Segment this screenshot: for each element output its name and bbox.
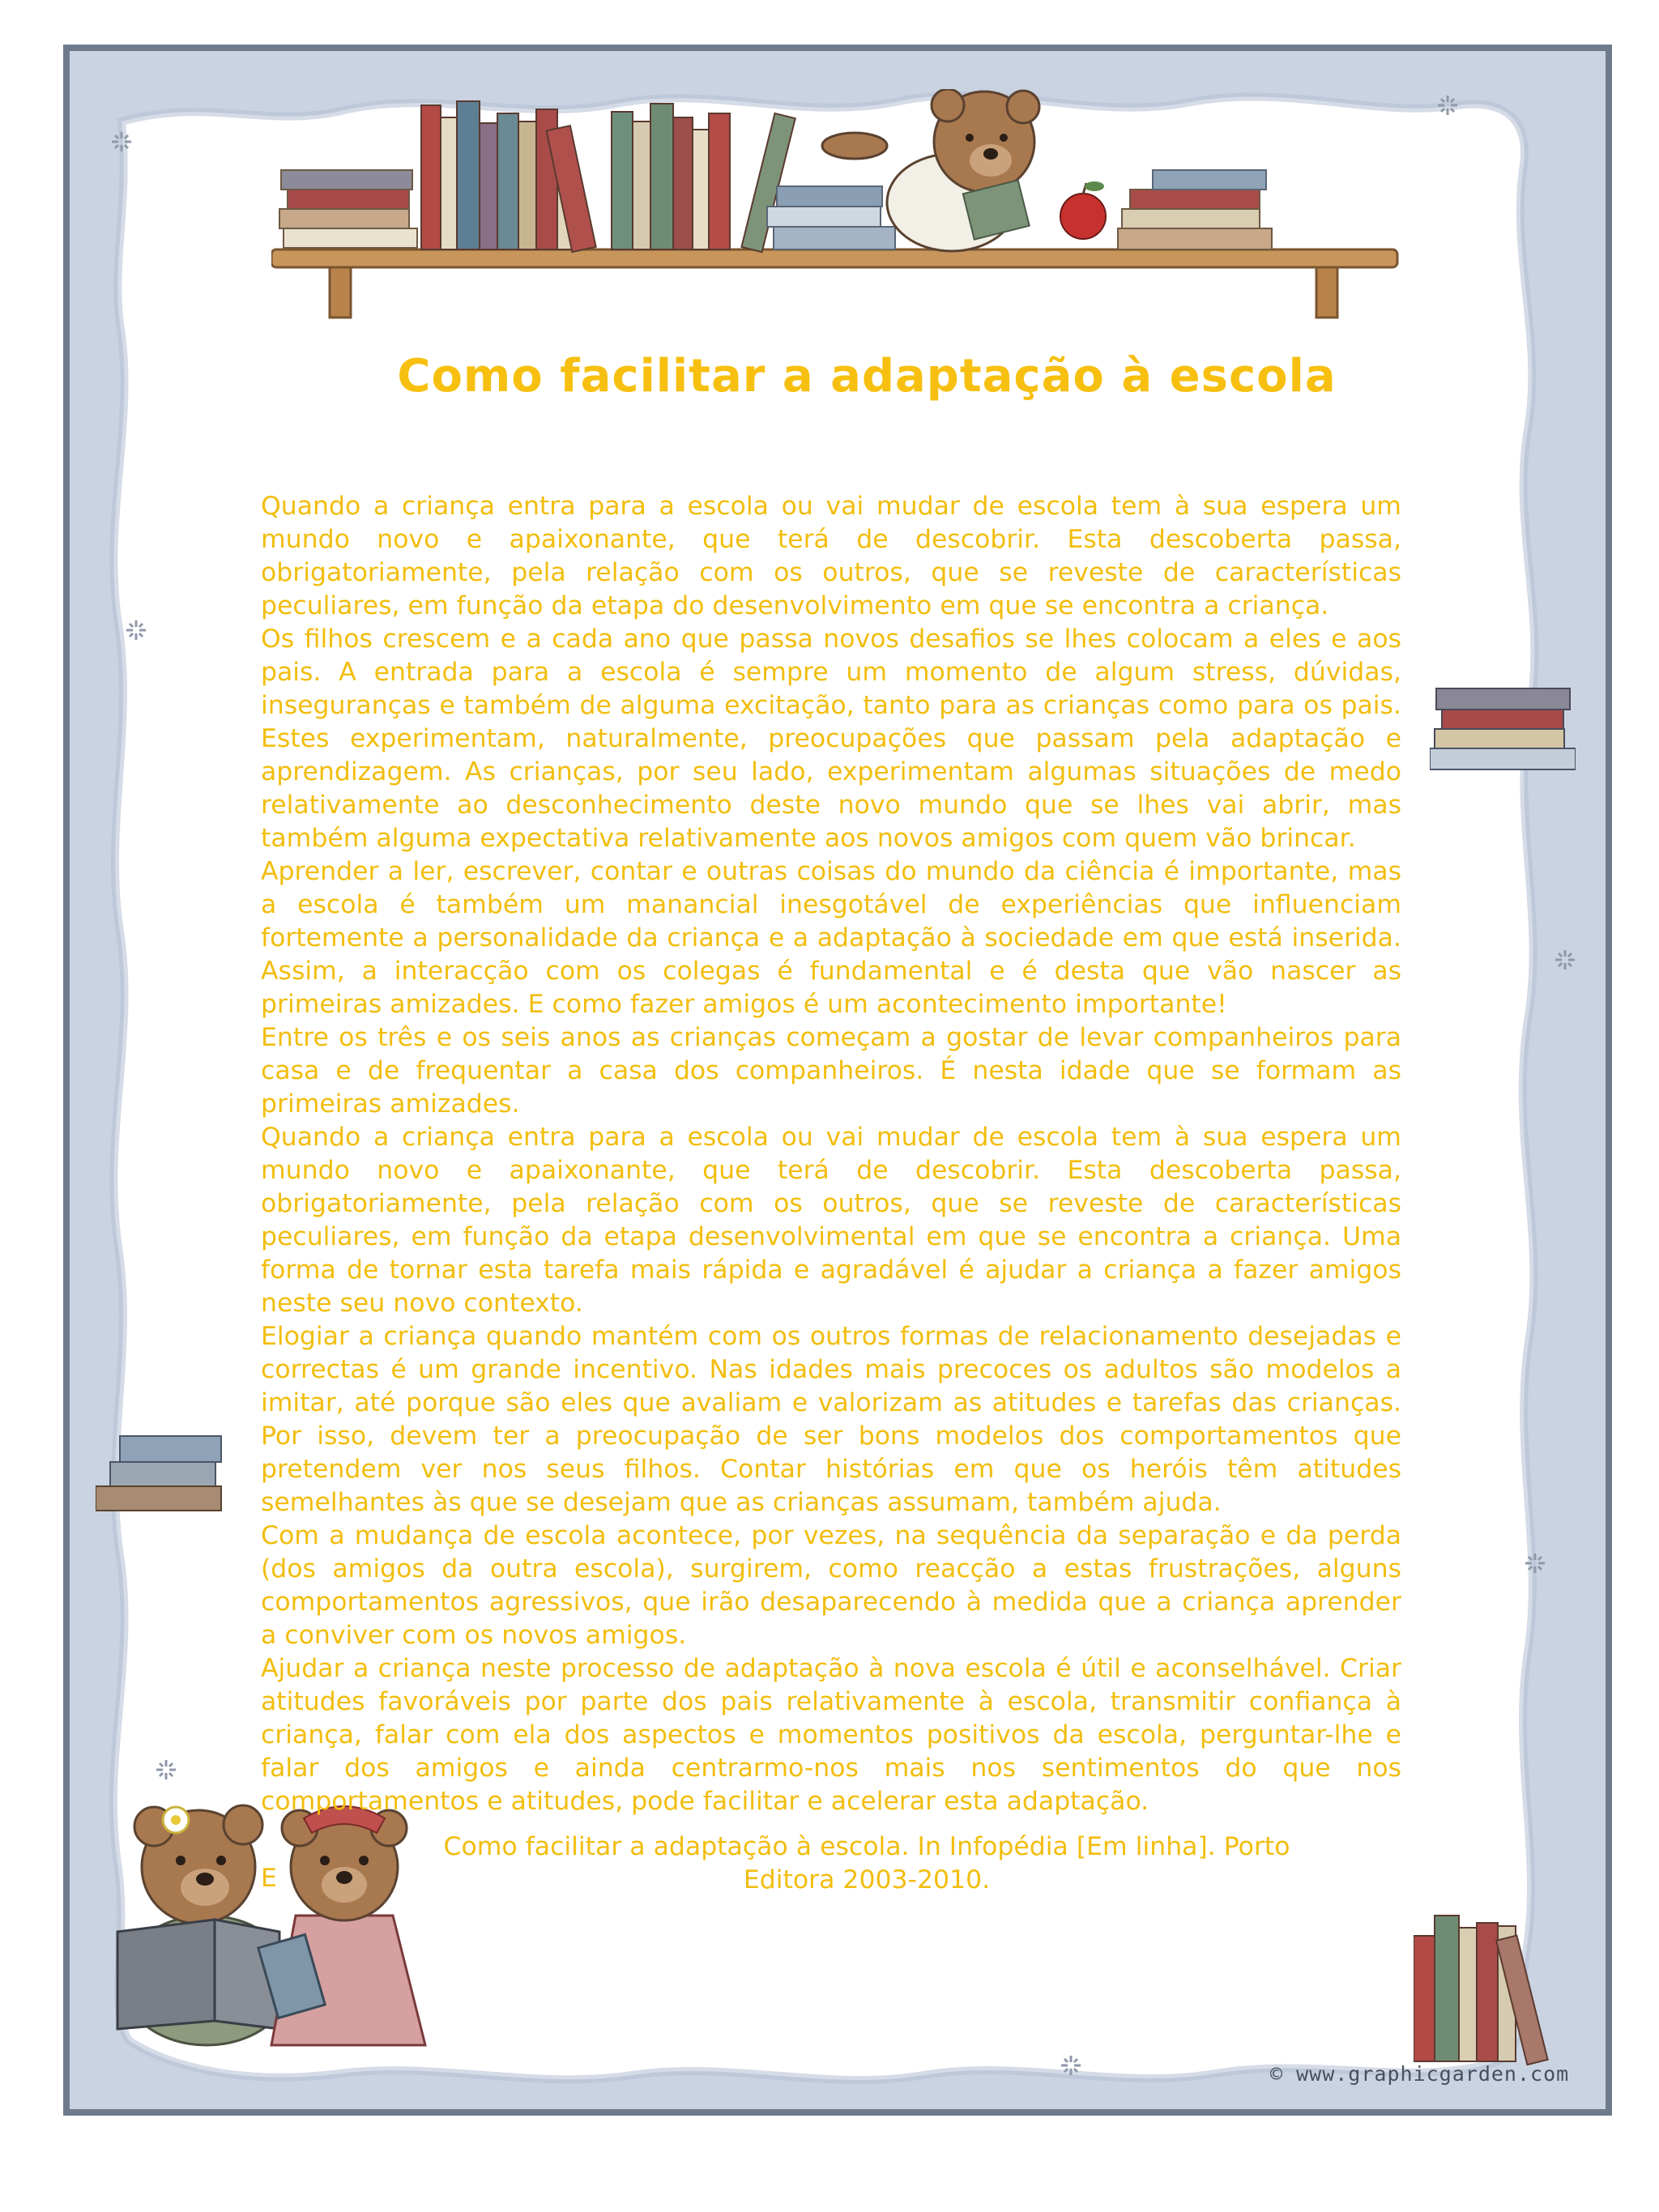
sparkle-icon xyxy=(126,620,146,640)
bookshelf-illustration xyxy=(271,89,1401,332)
upright-books-illustration xyxy=(1414,1912,1576,2065)
citation xyxy=(356,1831,1377,1897)
paragraph: Com a mudança de escola acontece, por vezes, na sequência da separação e da perda (dos amigos da outra escola), surgirem, como reacção a estas frustrações, alguns comportamentos agressivos, que irão desaparecendo à medida que a criança aprender a conviver com os novos amigos. xyxy=(261,1521,1401,1650)
sparkle-icon xyxy=(156,1760,176,1779)
book-stack-illustration xyxy=(1430,684,1576,778)
bear-with-flower-icon xyxy=(117,1805,292,2045)
paragraph: Ajudar a criança neste processo de adaptação à nova escola é útil e aconselhável. Criar atitudes favoráveis por parte dos pais relativamente à escola, transmitir confiança à criança, falar com ela dos aspectos e momentos positivos da escola, perguntar-lhe e falar dos amigos e ainda centrarmo-nos mais nos sentimentos do que nos comportamentos e atitudes, pode facilitar e acelerar esta adaptação. xyxy=(261,1654,1401,1816)
paragraph: Os filhos crescem e a cada ano que passa novos desafios se lhes colocam a eles e aos pais. A entrada para a escola é sempre um momento de algum stress, dúvidas, inseguranças e também de alguma excitação, tanto para as crianças como para os pais. Estes experimentam, naturalmente, preocupações que passam pela adaptação e aprendizagem. As crianças, por seu lado, experimentam algumas situações de medo relativamente ao desconhecimento deste novo mundo que se lhes vai abrir, mas também alguma expectativa relativamente aos novos amigos com quem vão brincar. xyxy=(261,624,1401,853)
apple-icon xyxy=(1060,181,1106,239)
paragraph: Quando a criança entra para a escola ou vai mudar de escola tem à sua espera um mundo novo e apaixonante, que terá de descobrir. Esta descoberta passa, obrigatoriamente, pela relação com os outros, que se reveste de características peculiares, em função da etapa desenvolvimental em que se encontra a criança. Uma forma de tornar esta tarefa mais rápida e agradável é ajudar a criança a fazer amigos neste seu novo contexto. xyxy=(261,1123,1401,1318)
citation-line: Como facilitar a adaptação à escola. In Infopédia [Em linha]. Porto xyxy=(443,1832,1290,1861)
sparkle-icon xyxy=(1525,1554,1545,1573)
sparkle-icon xyxy=(1555,950,1575,970)
book-stack-illustration xyxy=(96,1432,225,1513)
paragraph: Entre os três e os seis anos as crianças começam a gostar de levar companheiros para casa e de frequentar a casa dos companheiros. É nesta idade que se formam as primeiras amizades. xyxy=(261,1023,1401,1119)
sparkle-icon xyxy=(112,132,131,151)
page-title: Como facilitar a adaptação à escola xyxy=(397,350,1337,403)
paragraph: Quando a criança entra para a escola ou vai mudar de escola tem à sua espera um mundo novo e apaixonante, que terá de descobrir. Esta descoberta passa, obrigatoriamente, pela relação com os outros, que se reveste de características peculiares, em função da etapa do desenvolvimento em que se encontra a criança. xyxy=(261,492,1401,620)
article-body xyxy=(261,490,1401,1818)
citation-mark: E xyxy=(261,1864,277,1893)
sparkle-icon xyxy=(1438,96,1457,115)
copyright-credit: © www.graphicgarden.com xyxy=(1270,2062,1570,2086)
paragraph: Elogiar a criança quando mantém com os outros formas de relacionamento desejadas e correctas é um grande incentivo. Nas idades mais precoces os adultos são modelos a imitar, até porque são eles que avaliam e valorizam as atitudes e tarefas das crianças. Por isso, devem ter a preocupação de ser bons modelos dos comportamentos que pretendem ver nos seus filhos. Contar histórias em que os heróis têm atitudes semelhantes às que se desejam que as crianças assumam, também ajuda. xyxy=(261,1322,1401,1517)
sparkle-icon xyxy=(1061,2056,1081,2075)
paragraph: Aprender a ler, escrever, contar e outras coisas do mundo da ciência é importante, mas a escola é também um manancial inesgotável de experiências que influenciam fortemente a personalidade da criança e a adaptação à sociedade em que está inserida. Assim, a interacção com os colegas é fundamental e é desta que vão nascer as primeiras amizades. E como fazer amigos é um acontecimento importante! xyxy=(261,857,1401,1019)
citation-line: Editora 2003-2010. xyxy=(743,1865,991,1894)
bears-reading-illustration xyxy=(85,1786,458,2053)
